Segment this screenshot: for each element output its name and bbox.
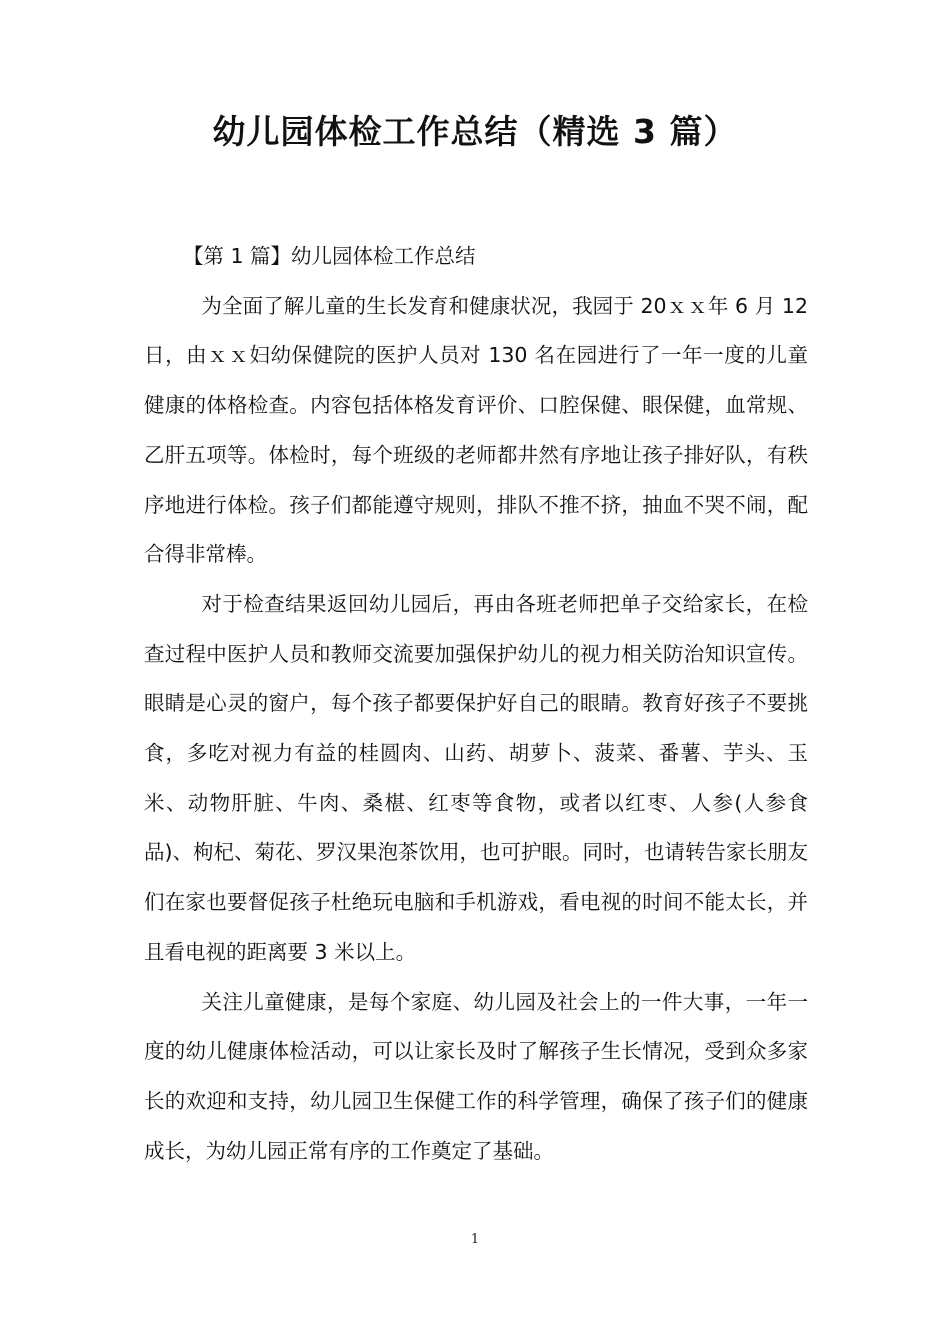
page-number: 1 — [470, 1232, 480, 1247]
body-paragraph-1: 为全面了解儿童的生长发育和健康状况，我园于 20ｘｘ年 6 月 12 日，由ｘｘ妇幼保健院的医护人员对 130 名在园进行了一年一度的儿童健康的体格检查。内容包括体格发育评价、口腔保健、眼保健，血常规、乙肝五项等。体检时，每个班级的老师都井然有序地让孩子排好队，有秩序地进行体检。孩子们都能遵守规则，排队不推不挤，抽血不哭不闹，配合得非常棒。 — [144, 293, 808, 567]
section-heading: 【第 1 篇】幼儿园体检工作总结 — [182, 244, 476, 268]
body-paragraph-2: 对于检查结果返回幼儿园后，再由各班老师把单子交给家长，在检查过程中医护人员和教师交流要加强保护幼儿的视力相关防治知识宣传。眼睛是心灵的窗户，每个孩子都要保护好自己的眼睛。教育好孩子不要挑食，多吃对视力有益的桂圆肉、山药、胡萝卜、菠菜、番薯、芋头、玉米、动物肝脏、牛肉、桑椹、红枣等食物，或者以红枣、人参(人参食品)、枸杞、菊花、罗汉果泡茶饮用，也可护眼。同时，也请转告家长朋友们在家也要督促孩子杜绝玩电脑和手机游戏，看电视的时间不能太长，并且看电视的距离要 3 米以上。 — [144, 591, 808, 964]
document-title: 幼儿园体检工作总结（精选 3 篇） — [212, 112, 738, 151]
document-body — [144, 232, 808, 1176]
body-paragraph-3: 关注儿童健康，是每个家庭、幼儿园及社会上的一件大事，一年一度的幼儿健康体检活动，可以让家长及时了解孩子生长情况，受到众多家长的欢迎和支持，幼儿园卫生保健工作的科学管理，确保了孩子们的健康成长，为幼儿园正常有序的工作奠定了基础。 — [144, 989, 808, 1163]
